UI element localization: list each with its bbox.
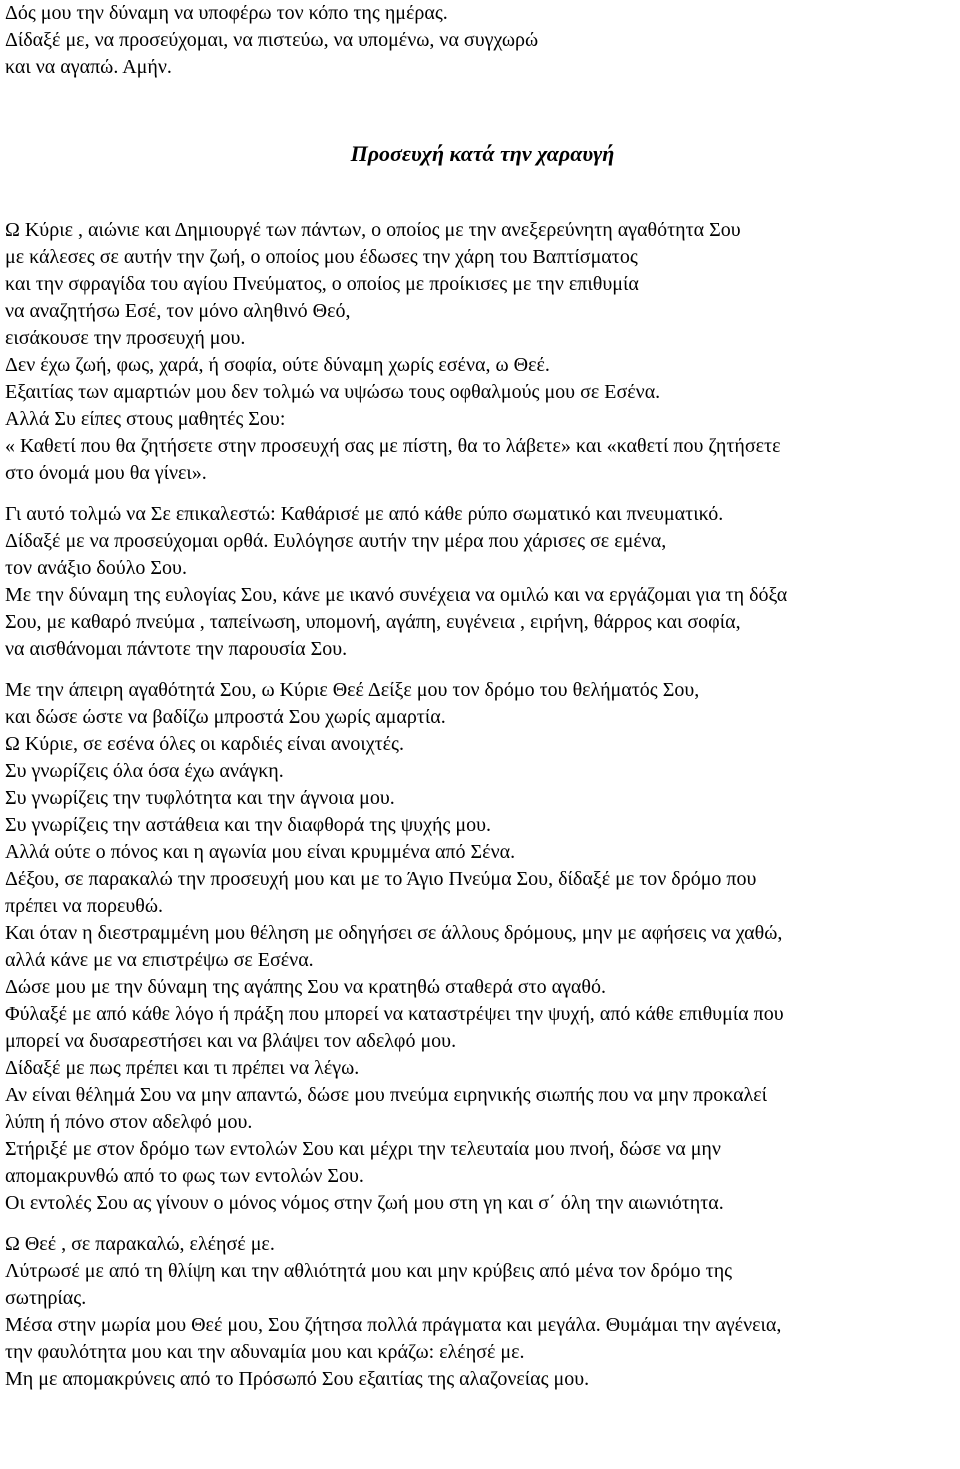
text-line: σωτηρίας. [5,1287,87,1309]
paragraph-4 [5,1231,960,1393]
intro-line: Δός μου την δύναμη να υποφέρω τον κόπο της ημέρας. [5,2,448,24]
text-line: Δίδαξέ με να προσεύχομαι ορθά. Ευλόγησε αυτήν την μέρα που χάρισες σε εμένα, [5,530,667,552]
text-line: Γι αυτό τολμώ να Σε επικαλεστώ: Καθάρισέ με από κάθε ρύπο σωματικό και πνευματικό. [5,503,724,525]
text-line: Συ γνωρίζεις την αστάθεια και την διαφθορά της ψυχής μου. [5,814,491,836]
paragraph-3 [5,677,960,1217]
text-line: τον ανάξιο δούλο Σου. [5,557,187,579]
text-line: μπορεί να δυσαρεστήσει και να βλάψει τον αδελφό μου. [5,1030,457,1052]
text-line: Δέξου, σε παρακαλώ την προσευχή μου και με το Άγιο Πνεύμα Σου, δίδαξέ με τον δρόμο που [5,868,757,890]
text-line: Και όταν η διεστραμμένη μου θέληση με οδηγήσει σε άλλους δρόμους, μην με αφήσεις να χαθώ, [5,922,783,944]
text-line: αλλά κάνε με να επιστρέψω σε Εσένα. [5,949,314,971]
text-line: να αισθάνομαι πάντοτε την παρουσία Σου. [5,638,348,660]
text-line: την φαυλότητα μου και την αδυναμία μου και κράζω: ελέησέ με. [5,1341,525,1363]
text-line: απομακρυνθώ από το φως των εντολών Σου. [5,1165,364,1187]
text-line: λύπη ή πόνο στον αδελφό μου. [5,1111,253,1133]
text-line: Ω Κύριε , αιώνιε και Δημιουργέ των πάντων, ο οποίος με την ανεξερεύνητη αγαθότητα Σου [5,219,741,241]
text-line: και δώσε ώστε να βαδίζω μπροστά Σου χωρίς αμαρτία. [5,706,446,728]
text-line: Δίδαξέ με πως πρέπει και τι πρέπει να λέγω. [5,1057,360,1079]
text-line: να αναζητήσω Εσέ, τον μόνο αληθινό Θεό, [5,300,351,322]
text-line: Με την άπειρη αγαθότητά Σου, ω Κύριε Θεέ Δείξε μου τον δρόμο του θελήματός Σου, [5,679,700,701]
text-line: Δεν έχω ζωή, φως, χαρά, ή σοφία, ούτε δύναμη χωρίς εσένα, ω Θεέ. [5,354,550,376]
paragraph-2 [5,501,960,663]
paragraph-1 [5,217,960,487]
text-line: Μη με απομακρύνεις από το Πρόσωπό Σου εξαιτίας της αλαζονείας μου. [5,1368,590,1390]
text-line: Ω Θεέ , σε παρακαλώ, ελέησέ με. [5,1233,275,1255]
text-line: και την σφραγίδα του αγίου Πνεύματος, ο οποίος με προίκισες με την επιθυμία [5,273,639,295]
text-line: πρέπει να πορευθώ. [5,895,163,917]
intro-block [5,0,960,81]
text-line: Μέσα στην μωρία μου Θεέ μου, Σου ζήτησα πολλά πράγματα και μεγάλα. Θυμάμαι την αγένεια, [5,1314,782,1336]
text-line: Στήριξέ με στον δρόμο των εντολών Σου και μέχρι την τελευταία μου πνοή, δώσε να μην [5,1138,721,1160]
text-line: Εξαιτίας των αμαρτιών μου δεν τολμώ να υψώσω τους οφθαλμούς μου σε Εσένα. [5,381,661,403]
text-line: Αλλά Συ είπες στους μαθητές Σου: [5,408,286,430]
document-page [5,0,960,1393]
text-line: Σου, με καθαρό πνεύμα , ταπείνωση, υπομονή, αγάπη, ευγένεια , ειρήνη, θάρρος και σοφία, [5,611,741,633]
text-line: Οι εντολές Σου ας γίνουν ο μόνος νόμος στην ζωή μου στη γη και σ΄ όλη την αιωνιότητα. [5,1192,724,1214]
section-title: Προσευχή κατά την χαραυγή [350,141,615,166]
text-line: Λύτρωσέ με από τη θλίψη και την αθλιότητά μου και μην κρύβεις από μένα τον δρόμο της [5,1260,733,1282]
text-line: Με την δύναμη της ευλογίας Σου, κάνε με ικανό συνέχεια να ομιλώ και να εργάζομαι για τη δόξα [5,584,788,606]
text-line: εισάκουσε την προσευχή μου. [5,327,246,349]
text-line: στο όνομά μου θα γίνει». [5,462,207,484]
text-line: Φύλαξέ με από κάθε λόγο ή πράξη που μπορεί να καταστρέψει την ψυχή, από κάθε επιθυμία που [5,1003,784,1025]
text-line: « Καθετί που θα ζητήσετε στην προσευχή σας με πίστη, θα το λάβετε» και «καθετί που ζητήσετε [5,435,781,457]
text-line: Συ γνωρίζεις όλα όσα έχω ανάγκη. [5,760,284,782]
text-line: Συ γνωρίζεις την τυφλότητα και την άγνοια μου. [5,787,395,809]
text-line: Δώσε μου με την δύναμη της αγάπης Σου να κρατηθώ σταθερά στο αγαθό. [5,976,606,998]
text-line: με κάλεσες σε αυτήν την ζωή, ο οποίος μου έδωσες την χάρη του Βαπτίσματος [5,246,638,268]
intro-line: και να αγαπώ. Αμήν. [5,56,172,78]
text-line: Ω Κύριε, σε εσένα όλες οι καρδιές είναι ανοιχτές. [5,733,404,755]
intro-line: Δίδαξέ με, να προσεύχομαι, να πιστεύω, να υπομένω, να συγχωρώ [5,29,539,51]
text-line: Αν είναι θέλημά Σου να μην απαντώ, δώσε μου πνεύμα ειρηνικής σιωπής που να μην προκαλεί [5,1084,768,1106]
text-line: Αλλά ούτε ο πόνος και η αγωνία μου είναι κρυμμένα από Σένα. [5,841,516,863]
